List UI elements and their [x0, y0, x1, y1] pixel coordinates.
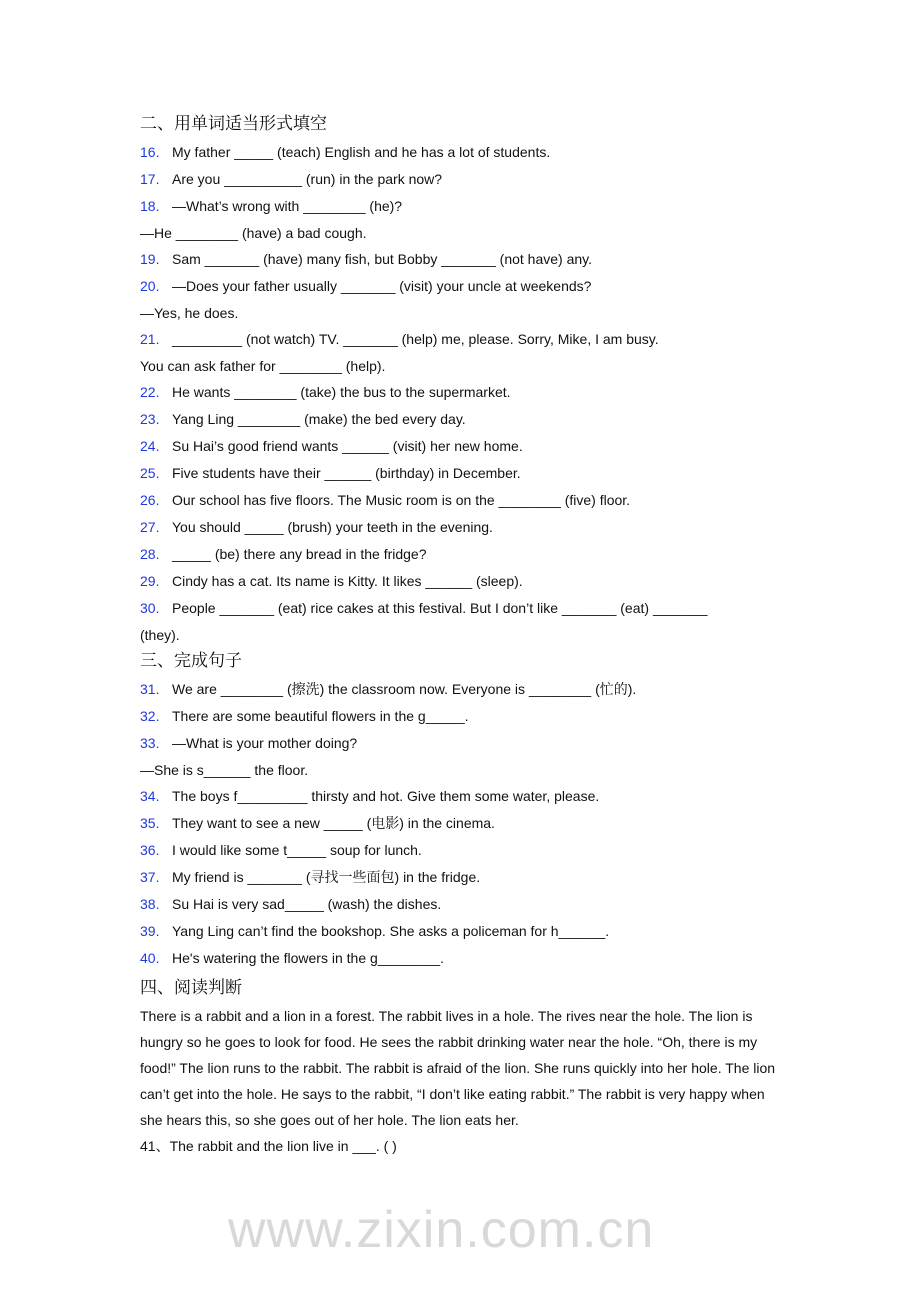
question-item — [140, 193, 790, 220]
question-41: 41、The rabbit and the lion live in ___. ( ) — [140, 1138, 397, 1154]
section-heading: 二、用单词适当形式填空 — [140, 114, 327, 134]
question-text: Su Hai’s good friend wants ______ (visit) her new home. — [172, 438, 523, 454]
question-text: The boys f_________ thirsty and hot. Give them some water, please. — [172, 788, 600, 804]
question-item — [140, 864, 790, 891]
question-number: 21. — [140, 331, 160, 347]
question-continuation: —Yes, he does. — [140, 305, 239, 321]
reading-passage: There is a rabbit and a lion in a forest. The rabbit lives in a hole. The rives near the hole. The lion is hungry so he goes to look for food. He sees the rabbit drinking water near the hole. “Oh, there is my food!” The lion runs to the rabbit. The rabbit is afraid of the lion. She runs quickly into her hole. The lion can’t get into the hole. He says to the rabbit, “I don’t like eating rabbit.” The rabbit is very happy when she hears this, so she goes out of her hole. The lion eats her. — [140, 1008, 776, 1128]
question-text: _____ (be) there any bread in the fridge? — [172, 546, 427, 562]
question-text: They want to see a new _____ (电影) in the cinema. — [172, 815, 495, 831]
question-text: Cindy has a cat. Its name is Kitty. It likes ______ (sleep). — [172, 573, 523, 589]
question-item — [140, 918, 790, 945]
question-text: Our school has five floors. The Music room is on the ________ (five) floor. — [172, 492, 631, 508]
question-item — [140, 326, 790, 353]
question-item — [140, 433, 790, 460]
question-text: —What’s wrong with ________ (he)? — [172, 198, 403, 214]
question-item — [140, 406, 790, 433]
section-heading: 三、完成句子 — [140, 651, 242, 671]
question-item — [140, 379, 790, 406]
question-text: Su Hai is very sad_____ (wash) the dishes. — [172, 896, 442, 912]
question-number: 22. — [140, 384, 160, 400]
question-item — [140, 730, 790, 757]
question-text: I would like some t_____ soup for lunch. — [172, 842, 422, 858]
question-text: There are some beautiful flowers in the g_____. — [172, 708, 469, 724]
question-item — [140, 166, 790, 193]
question-number: 28. — [140, 546, 160, 562]
section-heading: 四、阅读判断 — [140, 978, 242, 998]
question-number: 19. — [140, 251, 160, 267]
question-number: 32. — [140, 708, 160, 724]
question-number: 37. — [140, 869, 160, 885]
question-item — [140, 783, 790, 810]
watermark: www.zixin.com.cn — [228, 1201, 655, 1259]
question-text: Sam _______ (have) many fish, but Bobby _______ (not have) any. — [172, 251, 593, 267]
section-fill-in-blanks — [140, 139, 790, 648]
question-text: Five students have their ______ (birthday) in December. — [172, 465, 521, 481]
worksheet — [140, 109, 790, 1160]
question-number: 24. — [140, 438, 160, 454]
question-number: 20. — [140, 278, 160, 294]
question-text: Yang Ling can’t find the bookshop. She asks a policeman for h______. — [172, 923, 610, 939]
question-number: 27. — [140, 519, 160, 535]
question-item — [140, 541, 790, 568]
question-number: 36. — [140, 842, 160, 858]
question-item — [140, 460, 790, 487]
question-text: Yang Ling ________ (make) the bed every day. — [172, 411, 466, 427]
question-item — [140, 810, 790, 837]
question-continuation: (they). — [140, 627, 180, 643]
question-text: People _______ (eat) rice cakes at this festival. But I don’t like _______ (eat) _______ — [172, 600, 708, 616]
question-item — [140, 568, 790, 595]
question-item — [140, 945, 790, 972]
question-number: 39. — [140, 923, 160, 939]
question-number: 40. — [140, 950, 160, 966]
question-number: 26. — [140, 492, 160, 508]
question-number: 31. — [140, 681, 160, 697]
question-text: He's watering the flowers in the g________. — [172, 950, 444, 966]
question-number: 38. — [140, 896, 160, 912]
question-item — [140, 703, 790, 730]
question-number: 25. — [140, 465, 160, 481]
question-item — [140, 246, 790, 273]
question-item — [140, 891, 790, 918]
question-number: 34. — [140, 788, 160, 804]
question-item — [140, 514, 790, 541]
question-item — [140, 487, 790, 514]
question-item — [140, 273, 790, 300]
section-complete-sentences — [140, 676, 790, 972]
question-continuation: —He ________ (have) a bad cough. — [140, 225, 367, 241]
question-number: 33. — [140, 735, 160, 751]
question-text: My father _____ (teach) English and he has a lot of students. — [172, 144, 551, 160]
question-text: Are you __________ (run) in the park now? — [172, 171, 443, 187]
question-item — [140, 676, 790, 703]
question-item — [140, 139, 790, 166]
question-number: 29. — [140, 573, 160, 589]
question-number: 17. — [140, 171, 160, 187]
question-text: —What is your mother doing? — [172, 735, 358, 751]
question-text: He wants ________ (take) the bus to the supermarket. — [172, 384, 511, 400]
question-text: My friend is _______ (寻找一些面包) in the fridge. — [172, 869, 481, 885]
question-item — [140, 595, 790, 622]
question-continuation: You can ask father for ________ (help). — [140, 358, 386, 374]
question-text: —Does your father usually _______ (visit) your uncle at weekends? — [172, 278, 592, 294]
question-text: We are ________ (擦洗) the classroom now. Everyone is ________ (忙的). — [172, 681, 637, 697]
question-continuation: —She is s______ the floor. — [140, 762, 309, 778]
question-number: 35. — [140, 815, 160, 831]
question-item — [140, 837, 790, 864]
question-text: You should _____ (brush) your teeth in the evening. — [172, 519, 493, 535]
question-number: 18. — [140, 198, 160, 214]
question-number: 30. — [140, 600, 160, 616]
question-number: 23. — [140, 411, 160, 427]
question-number: 16. — [140, 144, 160, 160]
question-text: _________ (not watch) TV. _______ (help) me, please. Sorry, Mike, I am busy. — [172, 331, 659, 347]
